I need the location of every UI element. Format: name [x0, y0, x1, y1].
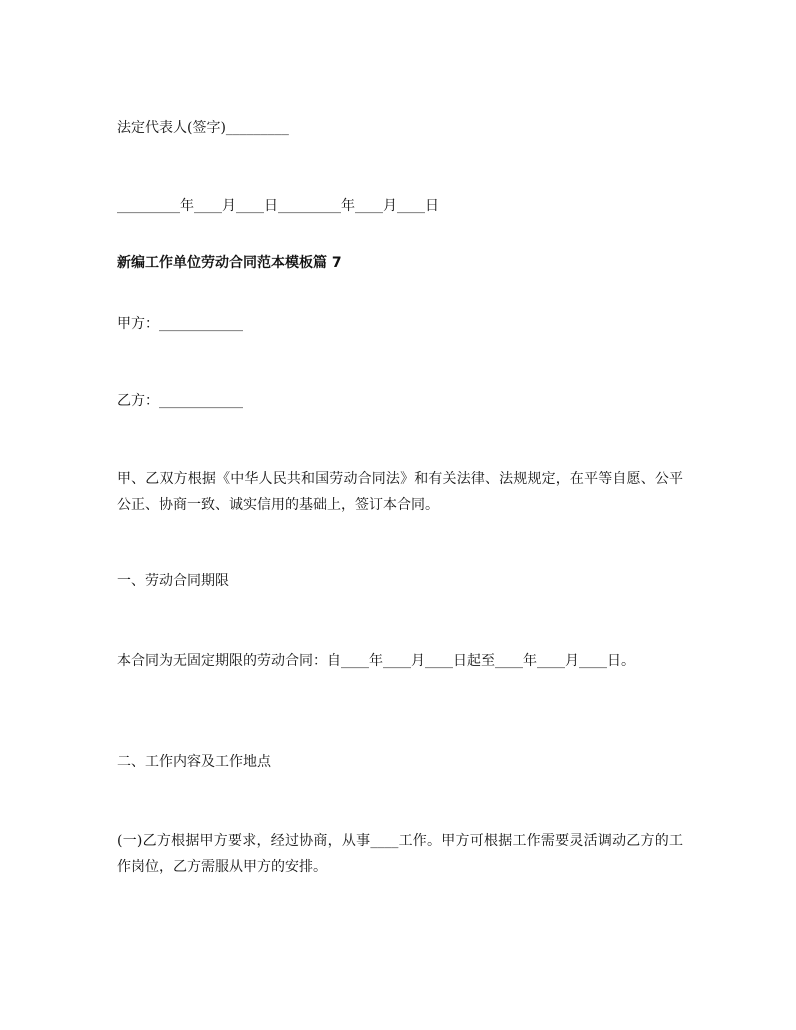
clause-2-text: (一)乙方根据甲方要求，经过协商，从事____工作。甲方可根据工作需要灵活调动乙方的工作岗位，乙方需服从甲方的安排。 [117, 833, 683, 875]
clause-2-title: 二、工作内容及工作地点 [117, 754, 271, 770]
party-a-line: 甲方：____________ [117, 316, 243, 332]
legal-representative-signature-line: 法定代表人(签字)_________ [117, 120, 289, 136]
signing-date-line: _________年____月____日_________年____月____日 [117, 198, 439, 214]
intro-paragraph: 甲、乙双方根据《中华人民共和国劳动合同法》和有关法律、法规规定，在平等自愿、公平公正、协商一致、诚实信用的基础上，签订本合同。 [117, 471, 683, 513]
clause-1-title: 一、劳动合同期限 [117, 573, 229, 589]
party-b-line: 乙方：____________ [117, 393, 243, 409]
clause-1-text: 本合同为无固定期限的劳动合同：自____年____月____日起至____年____月____日。 [117, 653, 635, 669]
section-heading: 新编工作单位劳动合同范本模板篇 7 [117, 255, 342, 271]
